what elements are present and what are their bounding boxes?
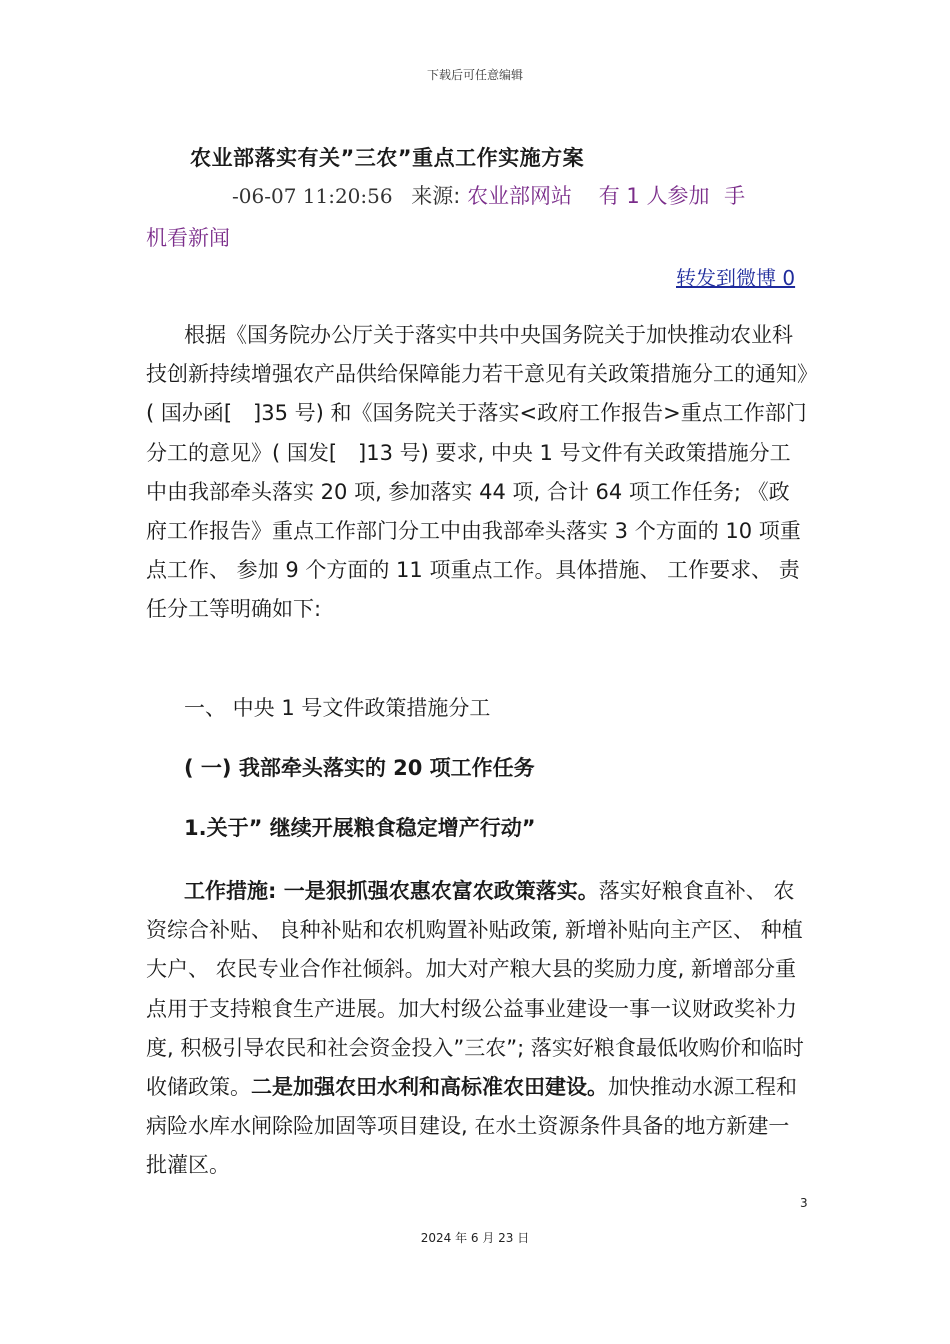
article-title: 农业部落实有关”三农”重点工作实施方案 [190, 146, 585, 170]
source-link[interactable]: 农业部网站 [467, 184, 573, 208]
measures-paragraph [146, 872, 810, 1186]
measures-text-1: 落实好粮食直补、 农资综合补贴、 良种补贴和农机购置补贴政策, 新增补贴向主产区、 种植大户、 农民专业合作社倾斜。加大对产粮大县的奖励力度, 新增部分重点用于支持粮食生产进展。加大村级公益事业建设一事一议财政奖补力度, 积极引导农民和社会资金投入”三农”; 落实好粮食最低收购价和临时收储政策。 [146, 879, 804, 1100]
publish-date: -06-07 11:20:56 [232, 184, 393, 208]
page-number: 3 [800, 1196, 808, 1210]
mobile-news-link-part2[interactable]: 机看新闻 [146, 226, 230, 250]
section-heading-2: ( 一) 我部牵头落实的 20 项工作任务 [184, 756, 535, 780]
mobile-news-link-part1[interactable]: 手 [724, 184, 746, 208]
section-heading-1: 一、 中央 1 号文件政策措施分工 [184, 696, 491, 720]
header-note: 下载后可任意编辑 [426, 68, 523, 82]
section-heading-3: 1.关于” 继续开展粮食稳定增产行动” [184, 816, 536, 840]
footer-date: 2024 年 6 月 23 日 [420, 1231, 530, 1245]
share-weibo-link[interactable]: 转发到微博 0 [676, 266, 796, 290]
intro-paragraph: 根据《国务院办公厅关于落实中共中央国务院关于加快推动农业科技创新持续增强农产品供给保障能力若干意见有关政策措施分工的通知》( 国办函[ ]35 号) 和《国务院关于落实<政府工作报告>重点工作部门分工的意见》( 国发[ ]13 号) 要求, 中央 1 号文件有关政策措施分工中由我部牵头落实 20 项, 参加落实 44 项, 合计 64 项工作任务; 《政府工作报告》重点工作部门分工中由我部牵头落实 3 个方面的 10 项重点工作、 参加 9 个方面的 11 项重点工作。具体措施、 工作要求、 责任分工等明确如下: [146, 323, 808, 622]
measures-text-2: 加快推动水源工程和病险水库水闸除险加固等项目建设, 在水土资源条件具备的地方新建一批灌区。 [146, 1075, 797, 1178]
participants-link[interactable]: 有 1 人参加 [598, 184, 710, 208]
article-meta [232, 180, 745, 210]
source-label: 来源: [411, 184, 461, 208]
measures-bold-1: 工作措施: 一是狠抓强农惠农富农政策落实。 [184, 879, 599, 903]
measures-bold-2: 二是加强农田水利和高标准农田建设。 [251, 1075, 608, 1100]
